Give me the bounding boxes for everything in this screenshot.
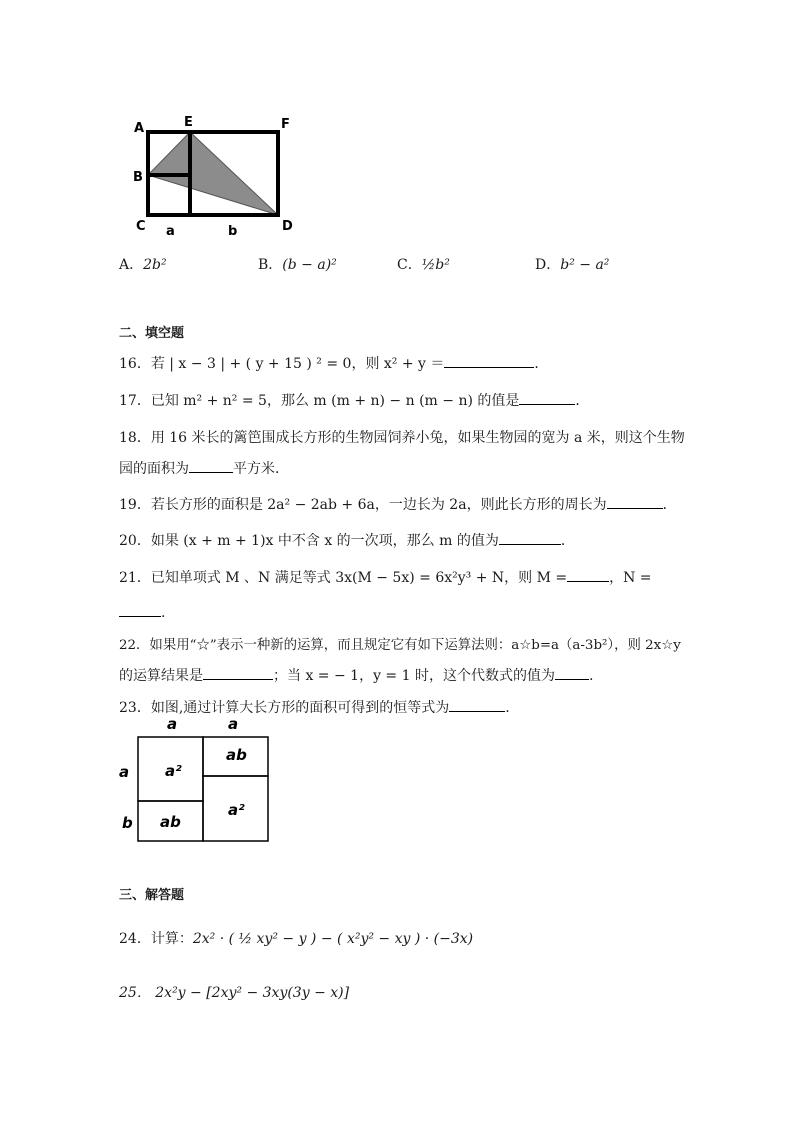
question-25: 25． 2x²y − [2xy² − 3xy(3y − x)]: [119, 985, 350, 1001]
question-22-line1: 22．如果用“☆”表示一种新的运算，而且规定它有如下运算法则：a☆b=a（a-3b²），则 2x☆y: [119, 638, 681, 653]
label-b: b: [228, 224, 238, 239]
question-16: 16．若 | x − 3 | + ( y + 15 ) ² = 0，则 x² + y ＝ ．: [119, 353, 548, 373]
top-label-a-left: a: [167, 715, 178, 733]
label-D: D: [282, 219, 293, 234]
cell-label-ab-left: ab: [160, 813, 181, 831]
side-label-a: a: [119, 763, 130, 781]
option-c: C．½b²: [397, 257, 450, 273]
side-label-b: b: [122, 814, 133, 832]
answer-blank-m[interactable]: [567, 567, 609, 582]
question-17: 17．已知 m² + n² = 5，那么 m (m + n) − n (m − n) 的值是 ．: [119, 390, 589, 410]
label-C: C: [136, 219, 146, 234]
answer-blank-n[interactable]: [119, 602, 161, 617]
top-label-a-right: a: [228, 715, 239, 733]
option-d: D．b² − a²: [535, 257, 610, 273]
answer-blank[interactable]: [555, 665, 589, 680]
cell-label-a2-right: a²: [228, 801, 245, 819]
answer-blank[interactable]: [519, 390, 575, 405]
label-A: A: [134, 121, 145, 136]
answer-blank[interactable]: [449, 697, 505, 712]
answer-blank[interactable]: [189, 458, 233, 473]
label-B: B: [133, 170, 143, 185]
question-24: 24．计算：2x² · ( ½ xy² − y ) − ( x²y² − xy ) · (−3x): [119, 931, 474, 947]
option-b: B．(b − a)²: [258, 257, 337, 273]
option-a: A．2b²: [119, 257, 167, 273]
figure-area-rectangle: [115, 712, 275, 847]
answer-blank[interactable]: [203, 665, 273, 680]
cell-label-ab-right: ab: [226, 746, 247, 764]
question-22-line2: 的运算结果是 ；当 x = − 1，y = 1 时，这个代数式的值为 .: [119, 665, 593, 685]
question-18-line2: 园的面积为 平方米．: [119, 458, 289, 478]
figure-rectangle-triangle: [130, 112, 305, 242]
answer-blank[interactable]: [444, 353, 534, 368]
answer-blank[interactable]: [607, 494, 663, 509]
question-21-line2: .: [119, 602, 165, 621]
question-19: 19．若长方形的面积是 2a² − 2ab + 6a，一边长为 2a，则此长方形的周长为 ．: [119, 494, 677, 514]
answer-blank[interactable]: [499, 530, 561, 545]
section-heading-solve: 三、解答题: [119, 888, 185, 903]
question-18-line1: 18．用 16 米长的篱笆围成长方形的生物园饲养小兔，如果生物园的宽为 a 米，则这个生物: [119, 430, 685, 446]
section-heading-fill-blank: 二、填空题: [119, 326, 185, 341]
question-21: 21．已知单项式 M 、N 满足等式 3x(M − 5x) = 6x²y³ + N，则 M = ，N =: [119, 567, 652, 587]
label-E: E: [184, 115, 193, 130]
label-a: a: [166, 224, 175, 239]
question-23: 23．如图,通过计算大长方形的面积可得到的恒等式为 .: [119, 697, 510, 717]
cell-label-a2-left: a²: [165, 762, 182, 780]
question-20: 20．如果 (x + m + 1)x 中不含 x 的一次项，那么 m 的值为 ．: [119, 530, 575, 550]
label-F: F: [281, 117, 290, 132]
